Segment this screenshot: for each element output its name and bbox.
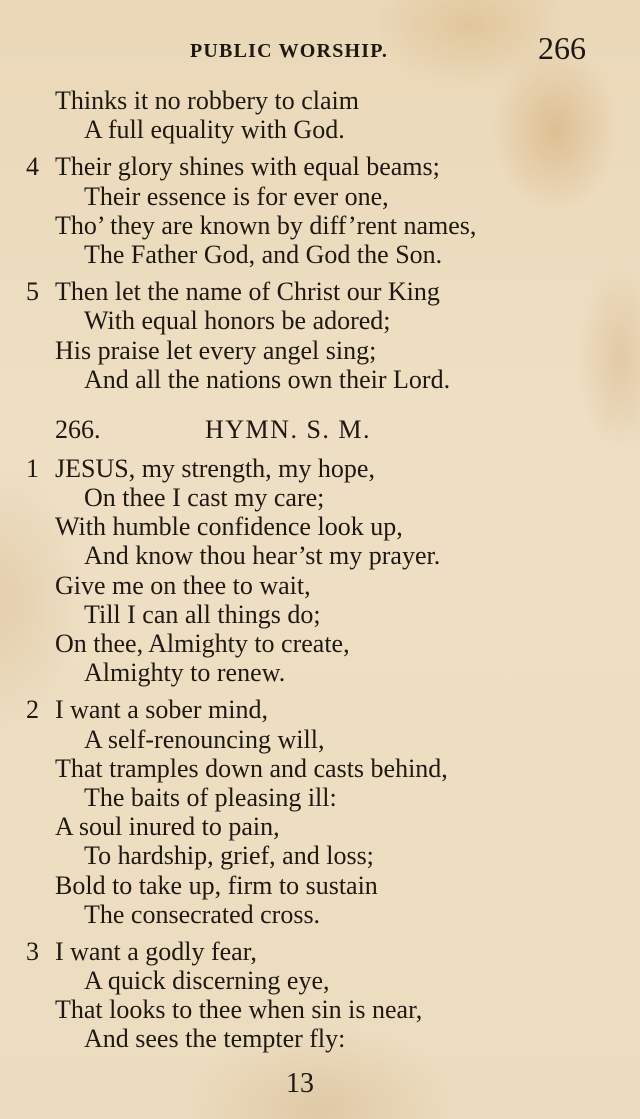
running-head: PUBLIC WORSHIP.: [190, 40, 389, 62]
stanza-number: 4: [26, 152, 39, 182]
stanza-number: 5: [26, 277, 39, 307]
verse-line: To hardship, grief, and loss;: [84, 841, 374, 871]
hymn-number: 266.: [55, 414, 101, 444]
verse-line: 2 I want a sober mind,: [26, 695, 269, 725]
verse-line: 3 I want a godly fear,: [26, 936, 257, 966]
verse-line: That looks to thee when sin is near,: [55, 995, 423, 1025]
stanza-1: [0, 454, 640, 688]
verse-line: 5 Then let the name of Christ our King: [26, 277, 440, 307]
verse-line: And know thou hear’st my prayer.: [84, 541, 441, 571]
stanza-number: 1: [26, 453, 39, 483]
verse-line: The Father God, and God the Son.: [84, 239, 443, 269]
verse-line: Thinks it no robbery to claim: [55, 86, 360, 115]
verse-line: 1 JESUS, my strength, my hope,: [26, 453, 375, 483]
hymn-heading: [0, 408, 640, 452]
stanza-4: [0, 152, 640, 269]
verse-line: His praise let every angel sing;: [55, 335, 377, 365]
verse-line: On thee, Almighty to create,: [55, 629, 350, 658]
stanza-5: [0, 277, 640, 394]
verse-line: 4 Their glory shines with equal beams;: [26, 152, 440, 182]
stanza-2: [0, 695, 640, 929]
stanza-continued: [0, 86, 640, 144]
verse-line: And sees the tempter fly:: [84, 1024, 346, 1054]
verse-line: With equal honors be adored;: [84, 306, 391, 336]
verse-line: A quick discerning eye,: [84, 966, 330, 996]
signature-mark: 13: [286, 1068, 314, 1099]
page-number: 266: [538, 30, 586, 66]
verse-line: A full equality with God.: [84, 115, 345, 145]
text-block: [0, 86, 640, 1054]
hymn-title: HYMN. S. M.: [205, 414, 372, 444]
verse-line: The consecrated cross.: [84, 899, 321, 929]
stanza-number: 2: [26, 695, 39, 725]
verse-line: And all the nations own their Lord.: [84, 364, 451, 394]
verse-line: The baits of pleasing ill:: [84, 782, 337, 812]
stanza-3: [0, 937, 640, 1054]
verse-line: Almighty to renew.: [84, 658, 286, 688]
verse-line: On thee I cast my care;: [84, 483, 325, 513]
verse-line: With humble confidence look up,: [55, 512, 403, 542]
verse-line: Till I can all things do;: [84, 599, 321, 629]
stanza-number: 3: [26, 936, 39, 966]
verse-line: Their essence is for ever one,: [84, 181, 389, 211]
verse-line: That tramples down and casts behind,: [55, 753, 448, 783]
verse-line: A soul inured to pain,: [55, 812, 280, 842]
verse-line: Tho’ they are known by diff’rent names,: [55, 210, 477, 240]
page-header: [0, 30, 640, 70]
verse-line: Give me on thee to wait,: [55, 570, 311, 600]
verse-line: Bold to take up, firm to sustain: [55, 870, 378, 900]
verse-line: A self-renouncing will,: [84, 724, 325, 754]
